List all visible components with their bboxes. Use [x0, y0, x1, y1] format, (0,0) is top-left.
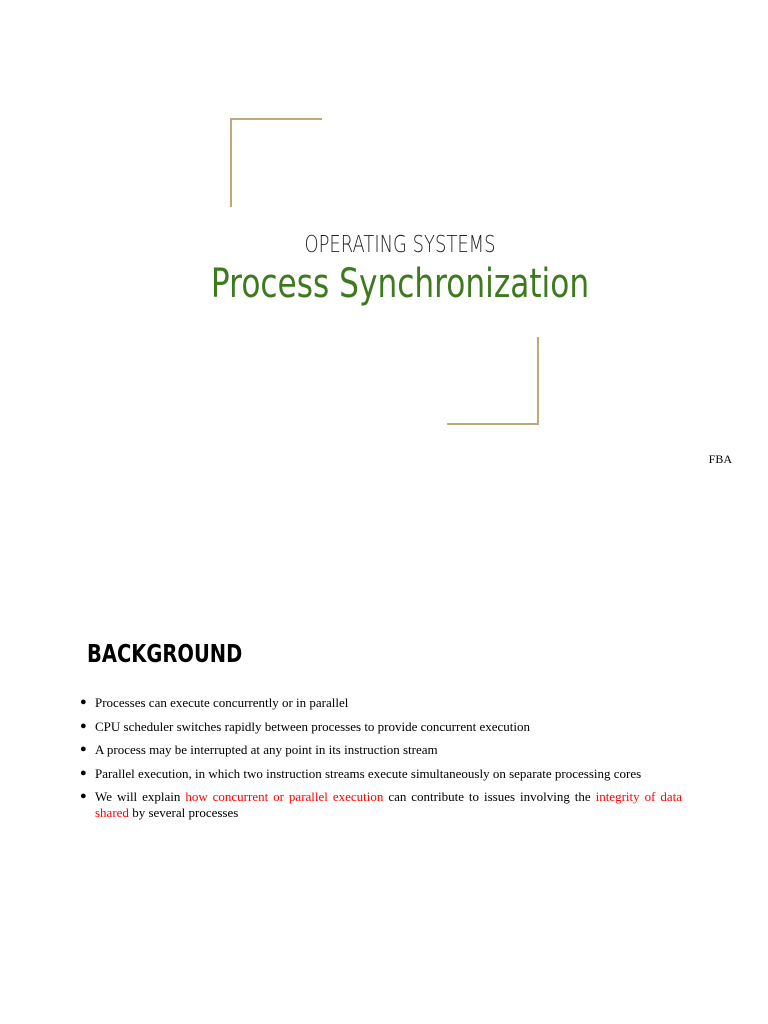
author-initials: FBA [708, 452, 732, 466]
corner-accent-bottom-right-vertical [537, 337, 539, 425]
bullet-text-part: We will explain [95, 789, 186, 804]
corner-accent-bottom-right-horizontal [447, 423, 539, 425]
bullet-dot-icon: ● [80, 790, 87, 802]
highlighted-phrase: how concurrent or parallel execution [185, 789, 384, 804]
bullet-dot-icon: ● [80, 696, 87, 708]
highlighted-phrase: integrity of data shared [95, 789, 682, 820]
list-item [80, 695, 682, 711]
bullet-dot-icon: ● [80, 719, 87, 732]
section-heading: BACKGROUND [87, 639, 243, 668]
list-item [80, 766, 682, 782]
bullet-text: CPU scheduler switches rapidly between processes to provide concurrent execution [95, 718, 531, 734]
list-item [80, 789, 682, 820]
bullet-list [80, 695, 682, 828]
bullet-text: Parallel execution, in which two instruction streams execute simultaneously on separate processing cores [95, 765, 642, 781]
corner-accent-top-left-vertical [230, 118, 232, 207]
slide-kicker: OPERATING SYSTEMS [304, 232, 496, 258]
bullet-text-part: can contribute to issues involving the [383, 789, 596, 804]
list-item [80, 719, 682, 735]
corner-accent-top-left-horizontal [230, 118, 322, 120]
bullet-text: A process may be interrupted at any point in its instruction stream [95, 742, 438, 757]
bullet-dot-icon: ● [80, 766, 87, 779]
bullet-dot-icon: ● [80, 743, 87, 755]
background-slide [0, 512, 768, 1024]
bullet-text-part: by several processes [128, 804, 239, 820]
bullet-text: Processes can execute concurrently or in parallel [95, 695, 349, 710]
slide-title: Process Synchronization [210, 261, 590, 307]
list-item [80, 742, 682, 758]
